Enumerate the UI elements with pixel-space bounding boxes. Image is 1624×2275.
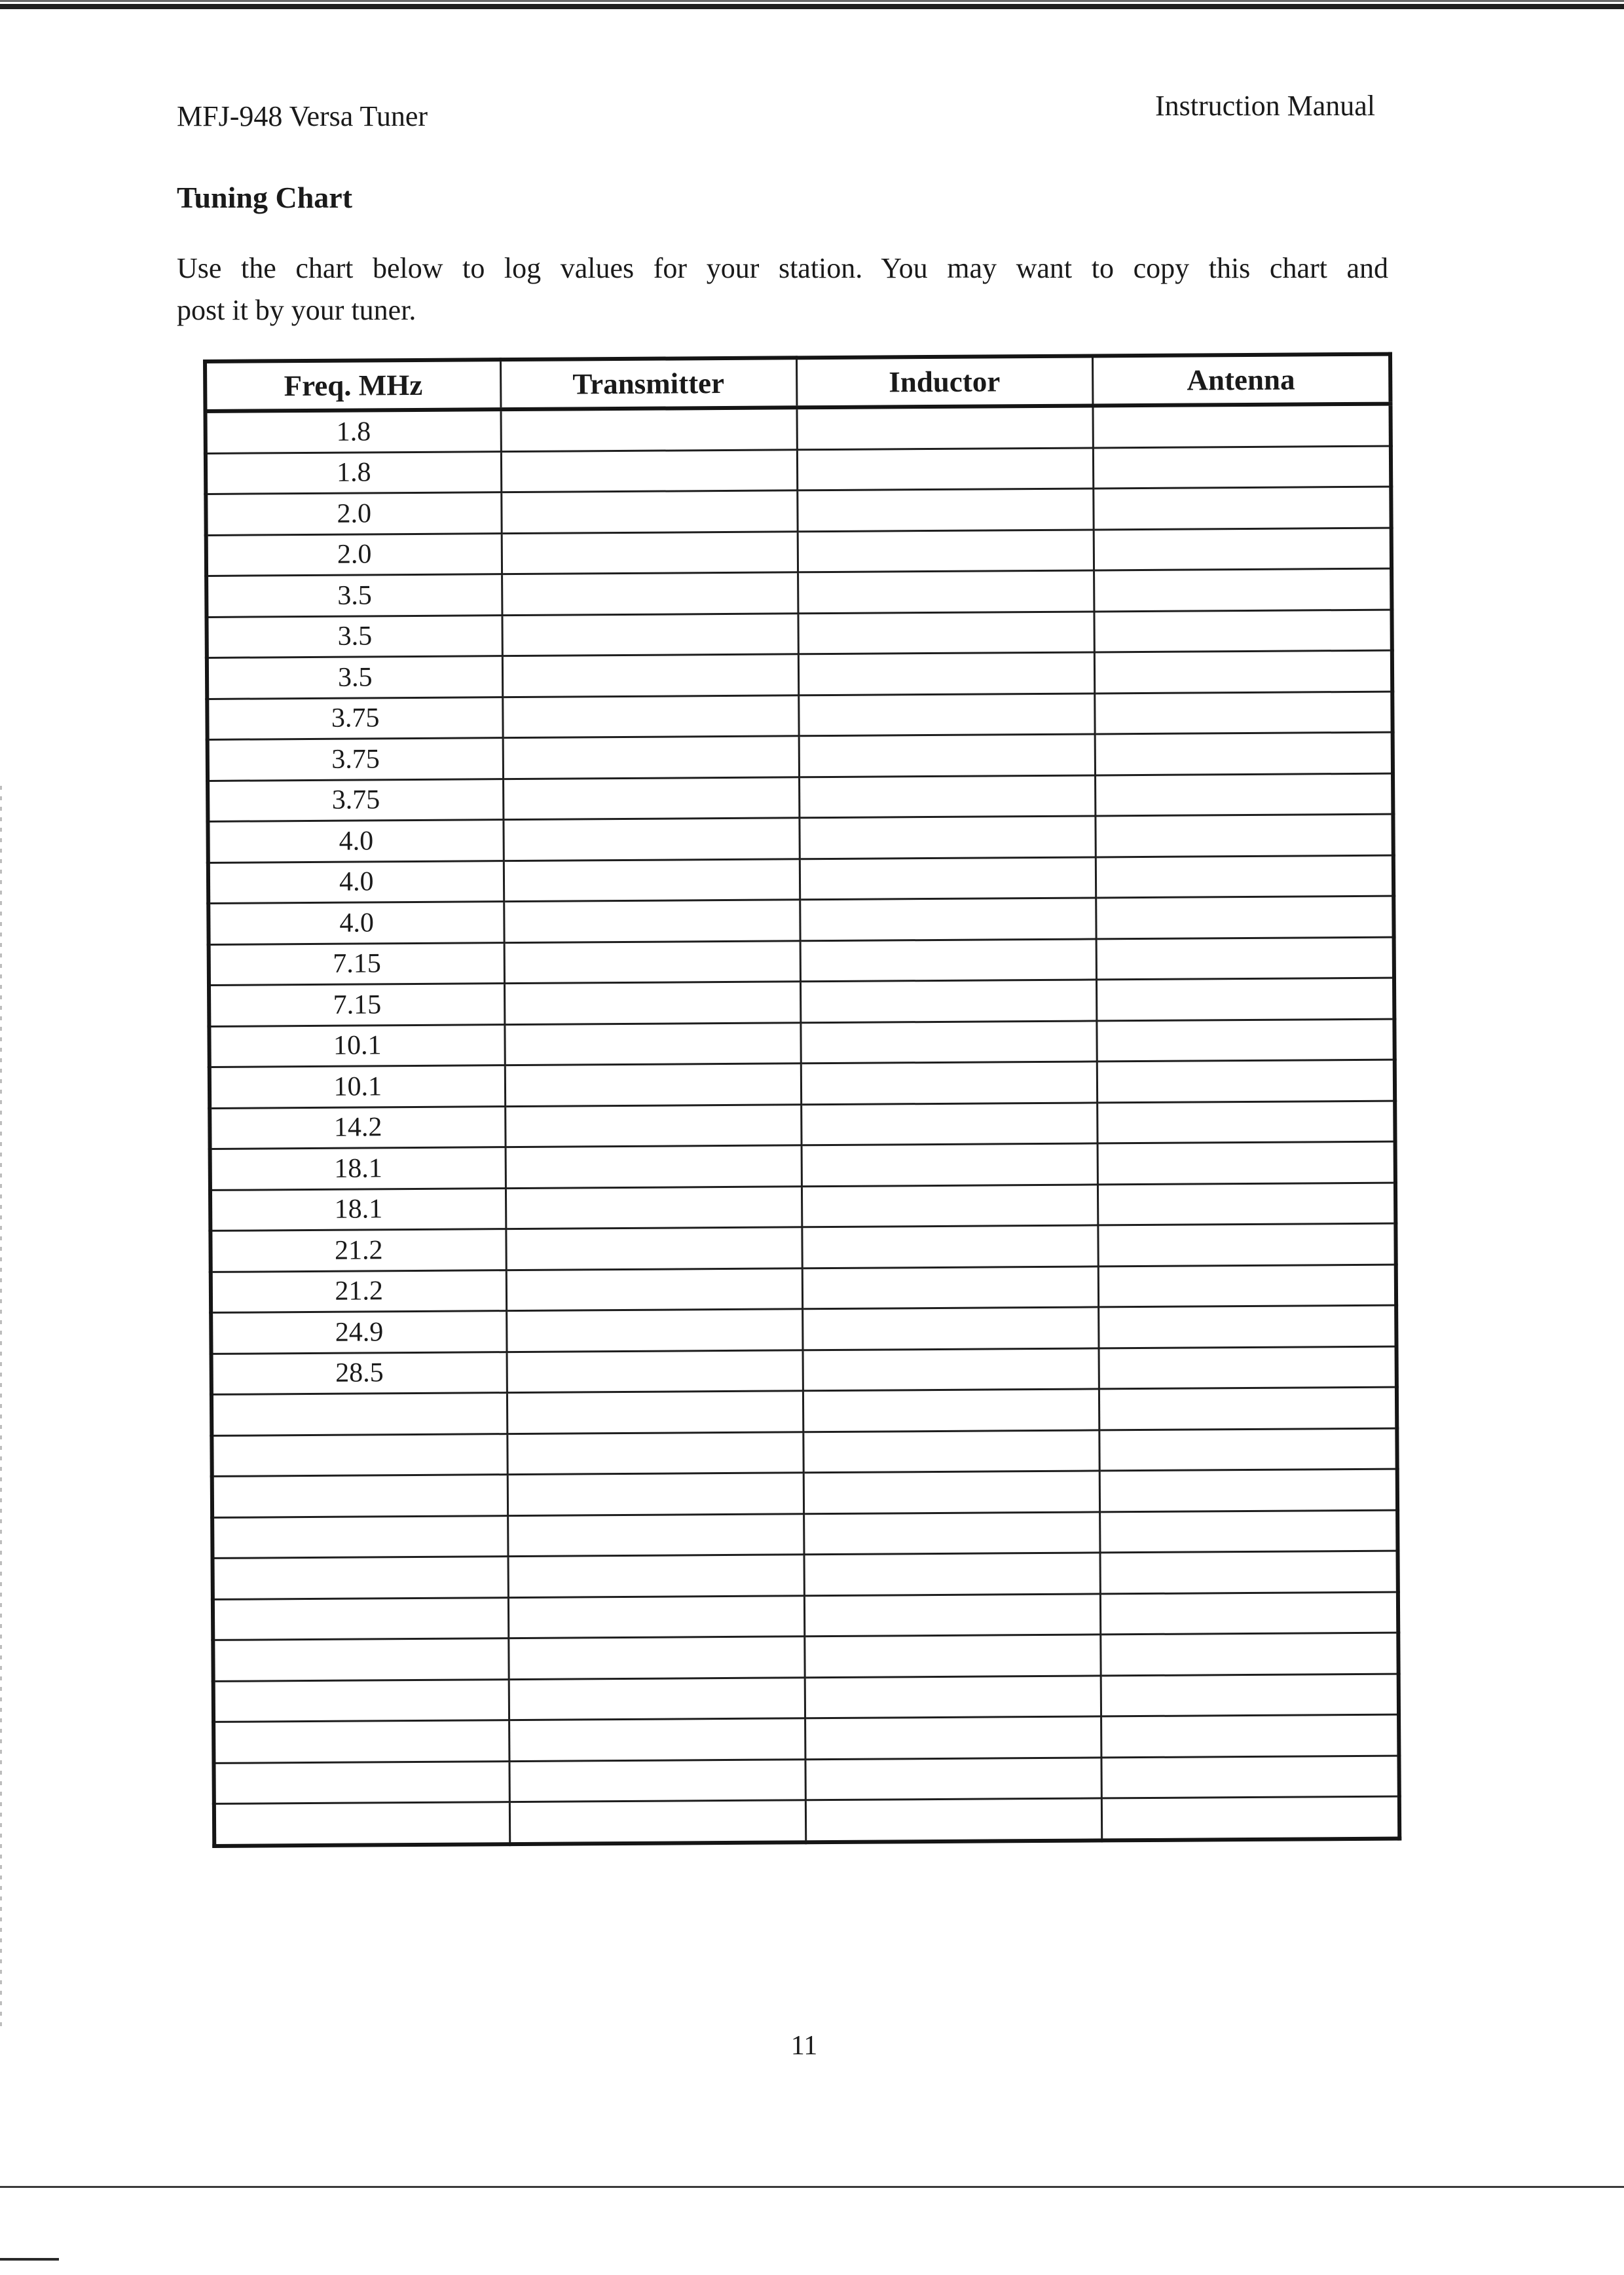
frequency-cell: 7.15 — [209, 942, 504, 985]
antenna-cell — [1096, 978, 1394, 1020]
transmitter-cell — [509, 1718, 805, 1761]
frequency-cell: 7.15 — [209, 984, 504, 1026]
running-header-title: MFJ-948 Versa Tuner — [177, 100, 428, 132]
inductor-cell — [798, 652, 1094, 695]
inductor-cell — [800, 1020, 1096, 1063]
page-number: 11 — [790, 2031, 818, 2061]
transmitter-cell — [507, 1473, 803, 1515]
table-row — [213, 1551, 1398, 1599]
section-title: Tuning Chart — [177, 181, 353, 214]
table-row — [213, 1674, 1399, 1722]
antenna-cell — [1097, 1101, 1395, 1143]
antenna-cell — [1096, 937, 1394, 980]
table-row — [213, 1756, 1399, 1804]
transmitter-cell — [506, 1145, 802, 1188]
column-header-antenna: Antenna — [1092, 354, 1390, 406]
transmitter-cell — [502, 613, 798, 656]
table-row — [208, 896, 1393, 944]
inductor-cell — [799, 775, 1095, 817]
tuning-chart-header-row — [205, 354, 1390, 411]
inductor-cell — [805, 1716, 1101, 1759]
tuning-chart-table — [203, 352, 1401, 1848]
scan-bottom-rule — [0, 2186, 1624, 2188]
inductor-cell — [802, 1266, 1098, 1308]
inductor-cell — [804, 1593, 1100, 1636]
antenna-cell — [1095, 732, 1393, 775]
inductor-cell — [805, 1798, 1101, 1842]
transmitter-cell — [502, 654, 798, 697]
tuning-chart-body — [205, 404, 1399, 1846]
table-row — [212, 1428, 1397, 1477]
scan-top-edge — [0, 0, 1624, 2]
inductor-cell — [802, 1143, 1098, 1186]
antenna-cell — [1099, 1469, 1397, 1511]
inductor-cell — [805, 1757, 1101, 1800]
transmitter-cell — [507, 1350, 803, 1392]
antenna-cell — [1096, 855, 1393, 898]
table-row — [212, 1387, 1397, 1435]
frequency-cell — [214, 1802, 509, 1846]
frequency-cell — [213, 1679, 509, 1722]
antenna-cell — [1101, 1796, 1399, 1840]
transmitter-cell — [505, 1064, 801, 1106]
frequency-cell: 2.0 — [206, 533, 502, 576]
inductor-cell — [803, 1389, 1099, 1432]
antenna-cell — [1098, 1183, 1395, 1225]
transmitter-cell — [502, 572, 798, 615]
table-row — [208, 855, 1393, 904]
inductor-cell — [798, 611, 1094, 654]
table-row — [210, 1141, 1395, 1190]
table-row — [212, 1510, 1397, 1559]
frequency-cell — [213, 1597, 508, 1640]
frequency-cell — [213, 1638, 508, 1681]
inductor-cell — [803, 1511, 1099, 1554]
table-row — [210, 1101, 1395, 1149]
transmitter-cell — [502, 531, 798, 574]
intro-paragraph — [177, 248, 1388, 331]
transmitter-cell — [507, 1555, 803, 1597]
frequency-cell: 2.0 — [206, 492, 501, 535]
frequency-cell — [212, 1433, 507, 1476]
transmitter-cell — [508, 1595, 804, 1638]
transmitter-cell — [506, 1309, 802, 1352]
antenna-cell — [1094, 692, 1392, 734]
antenna-cell — [1096, 1019, 1394, 1062]
inductor-cell — [802, 1307, 1098, 1350]
transmitter-cell — [503, 777, 799, 819]
frequency-cell: 3.75 — [207, 697, 502, 739]
antenna-cell — [1099, 1428, 1397, 1471]
antenna-cell — [1094, 568, 1392, 611]
table-row — [207, 692, 1392, 740]
transmitter-cell — [505, 1104, 801, 1147]
inductor-cell — [803, 1553, 1099, 1595]
running-header-doc-type: Instruction Manual — [1154, 90, 1375, 122]
inductor-cell — [797, 447, 1093, 490]
table-row — [213, 1633, 1398, 1681]
frequency-cell: 3.5 — [207, 656, 502, 699]
antenna-cell — [1098, 1223, 1395, 1266]
antenna-cell — [1093, 487, 1391, 529]
frequency-cell: 18.1 — [210, 1147, 506, 1190]
antenna-cell — [1098, 1305, 1396, 1348]
frequency-cell — [213, 1557, 508, 1599]
table-row — [211, 1305, 1396, 1354]
frequency-cell: 28.5 — [212, 1352, 507, 1394]
transmitter-cell — [500, 407, 796, 451]
transmitter-cell — [504, 900, 800, 942]
inductor-cell — [799, 734, 1095, 777]
antenna-cell — [1100, 1633, 1398, 1675]
transmitter-cell — [506, 1186, 802, 1229]
inductor-cell — [797, 489, 1093, 531]
frequency-cell: 10.1 — [209, 1024, 504, 1067]
column-header-transmitter: Transmitter — [500, 358, 796, 409]
transmitter-cell — [508, 1637, 804, 1679]
transmitter-cell — [509, 1800, 805, 1844]
frequency-cell: 24.9 — [211, 1311, 506, 1354]
scan-top-rule — [0, 4, 1624, 9]
table-row — [210, 1183, 1395, 1231]
transmitter-cell — [504, 940, 800, 983]
antenna-cell — [1096, 896, 1393, 938]
inductor-cell — [800, 980, 1096, 1022]
transmitter-cell — [509, 1677, 805, 1720]
frequency-cell: 18.1 — [210, 1188, 506, 1230]
transmitter-cell — [506, 1268, 802, 1310]
frequency-cell: 14.2 — [210, 1106, 505, 1149]
transmitter-cell — [503, 818, 799, 860]
antenna-cell — [1097, 1060, 1395, 1102]
transmitter-cell — [507, 1432, 803, 1474]
antenna-cell — [1092, 404, 1390, 448]
inductor-cell — [803, 1430, 1099, 1472]
transmitter-cell — [503, 736, 799, 779]
frequency-cell: 1.8 — [206, 451, 501, 494]
table-row — [206, 610, 1392, 658]
table-row — [205, 404, 1390, 453]
transmitter-cell — [507, 1391, 803, 1433]
frequency-cell: 4.0 — [208, 860, 504, 903]
table-row — [214, 1796, 1399, 1845]
transmitter-cell — [504, 859, 800, 901]
inductor-cell — [805, 1675, 1101, 1718]
frequency-cell — [213, 1720, 509, 1763]
table-row — [207, 650, 1392, 699]
inductor-cell — [802, 1184, 1098, 1227]
frequency-cell: 21.2 — [211, 1270, 506, 1312]
tuning-chart-container — [203, 352, 1397, 1848]
frequency-cell: 3.5 — [206, 574, 502, 617]
frequency-cell: 4.0 — [208, 820, 503, 862]
antenna-cell — [1094, 610, 1392, 652]
inductor-cell — [800, 938, 1096, 981]
frequency-cell: 3.75 — [208, 779, 503, 821]
inductor-cell — [800, 898, 1096, 940]
antenna-cell — [1099, 1387, 1397, 1430]
antenna-cell — [1099, 1551, 1397, 1593]
inductor-cell — [801, 1102, 1097, 1145]
table-row — [206, 568, 1392, 617]
table-row — [208, 814, 1393, 862]
inductor-cell — [799, 816, 1095, 859]
table-row — [206, 446, 1391, 494]
table-row — [210, 1223, 1395, 1272]
antenna-cell — [1093, 446, 1391, 489]
antenna-cell — [1101, 1674, 1399, 1716]
transmitter-cell — [504, 982, 800, 1024]
frequency-cell — [212, 1393, 507, 1435]
transmitter-cell — [504, 1022, 800, 1065]
table-row — [213, 1592, 1398, 1640]
antenna-cell — [1094, 650, 1392, 693]
table-row — [209, 937, 1394, 986]
transmitter-cell — [506, 1227, 802, 1270]
antenna-cell — [1098, 1141, 1395, 1184]
column-header-frequency: Freq. MHz — [205, 360, 500, 411]
table-row — [206, 528, 1392, 576]
frequency-cell: 4.0 — [208, 902, 504, 944]
antenna-cell — [1101, 1714, 1399, 1757]
inductor-cell — [802, 1225, 1098, 1268]
frequency-cell — [212, 1475, 507, 1517]
antenna-cell — [1101, 1756, 1399, 1798]
antenna-cell — [1100, 1592, 1398, 1635]
table-row — [206, 487, 1391, 535]
antenna-cell — [1094, 528, 1392, 570]
intro-line-1: Use the chart below to log values for your station. You may want to copy this chart and — [177, 252, 1388, 284]
frequency-cell: 21.2 — [210, 1229, 506, 1272]
table-row — [208, 773, 1393, 822]
table-row — [208, 732, 1393, 781]
transmitter-cell — [501, 490, 797, 533]
table-row — [212, 1469, 1397, 1517]
antenna-cell — [1095, 814, 1393, 857]
frequency-cell: 3.5 — [206, 615, 502, 657]
transmitter-cell — [502, 695, 798, 737]
antenna-cell — [1099, 1346, 1397, 1389]
inductor-cell — [803, 1471, 1099, 1513]
inductor-cell — [800, 857, 1096, 899]
antenna-cell — [1095, 773, 1393, 816]
inductor-cell — [798, 529, 1094, 572]
table-row — [209, 978, 1394, 1026]
scan-left-edge — [0, 786, 2, 2030]
inductor-cell — [803, 1348, 1099, 1390]
inductor-cell — [796, 405, 1092, 449]
frequency-cell: 1.8 — [205, 409, 500, 453]
antenna-cell — [1099, 1510, 1397, 1553]
scan-bottom-mark — [0, 2258, 59, 2261]
transmitter-cell — [507, 1513, 803, 1556]
transmitter-cell — [509, 1759, 805, 1802]
table-row — [213, 1714, 1399, 1763]
frequency-cell — [213, 1761, 509, 1803]
table-row — [211, 1265, 1396, 1313]
frequency-cell: 3.75 — [208, 738, 503, 781]
column-header-inductor: Inductor — [796, 356, 1092, 407]
table-row — [210, 1060, 1395, 1108]
transmitter-cell — [501, 449, 797, 492]
intro-line-2: post it by your tuner. — [177, 294, 416, 326]
inductor-cell — [804, 1635, 1100, 1677]
frequency-cell: 10.1 — [210, 1065, 505, 1108]
table-row — [209, 1019, 1394, 1067]
inductor-cell — [801, 1062, 1097, 1104]
table-row — [212, 1346, 1397, 1395]
antenna-cell — [1098, 1265, 1396, 1307]
inductor-cell — [798, 570, 1094, 613]
inductor-cell — [798, 693, 1094, 735]
frequency-cell — [212, 1515, 507, 1558]
